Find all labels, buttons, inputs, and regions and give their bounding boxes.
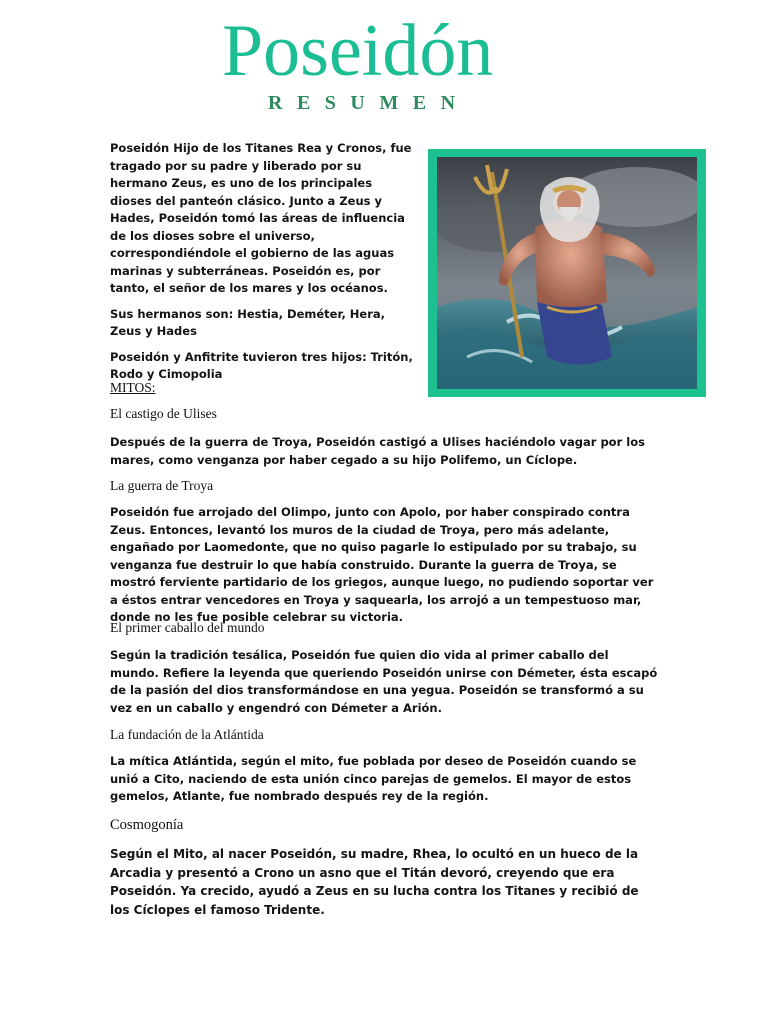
page-subtitle: RESUMEN [268, 92, 470, 114]
intro-block [110, 140, 414, 392]
page-title: Poseidón [222, 10, 494, 92]
myth-text-ulises: Después de la guerra de Troya, Poseidón castigó a Ulises haciéndolo vagar por los mares, como venganza por haber cegado a su hijo Polifemo, un Cíclope. [110, 435, 645, 467]
myth-title-troya: La guerra de Troya [110, 478, 214, 493]
poseidon-illustration [437, 157, 697, 389]
myth-text-cosmogonia: Según el Mito, al nacer Poseidón, su madre, Rhea, lo ocultó en un hueco de la Arcadia y presentó a Crono un asno que el Titán devoró, creyendo que era Poseidón. Ya crecido, ayudó a Zeus en su lucha contra los Titanes y recibió de los Cíclopes el famoso Tridente. [110, 847, 639, 917]
siblings-paragraph: Sus hermanos son: Hestia, Deméter, Hera, Zeus y Hades [110, 306, 386, 338]
myth-title-ulises: El castigo de Ulises [110, 406, 217, 421]
poseidon-image-frame [428, 149, 706, 397]
myth-title-cosmogonia: Cosmogonía [110, 817, 184, 833]
myth-text-atlantida: La mítica Atlántida, según el mito, fue poblada por deseo de Poseidón cuando se unió a Cito, naciendo de esta unión cinco parejas de gemelos. El mayor de estos gemelos, Atlante, fue nombrado después rey de la región. [110, 754, 637, 803]
myth-text-caballo: Según la tradición tesálica, Poseidón fue quien dio vida al primer caballo del mundo. Refiere la leyenda que queriendo Poseidón unirse con Démeter, ésta escapó de la pasión del dios transformándose en una yegua. Poseidón se transformó a su vez en un caballo y engendró con Démeter a Arión. [110, 648, 658, 715]
myth-title-atlantida: La fundación de la Atlántida [110, 727, 264, 742]
children-paragraph: Poseidón y Anfitrite tuvieron tres hijos: Tritón, Rodo y Cimopolia [110, 349, 413, 381]
myth-text-troya: Poseidón fue arrojado del Olimpo, junto con Apolo, por haber conspirado contra Zeus. Entonces, levantó los muros de la ciudad de Troya, pero más adelante, engañado por Laomedonte, que no quiso pagarle lo estipulado por su trabajo, su venganza fue destruir lo que había construido. Durante la guerra de Troya, se mostró ferviente partidario de los griegos, aunque luego, no pudiendo soportar ver a éstos entrar vencedores en Troya y saquearla, los arrojó a un tempestuoso mar, donde no les fue posible celebrar su victoria. [110, 505, 654, 624]
mitos-heading: MITOS: [110, 380, 156, 395]
myth-title-caballo: El primer caballo del mundo [110, 620, 265, 635]
intro-paragraph: Poseidón Hijo de los Titanes Rea y Cronos, fue tragado por su padre y liberado por su hermano Zeus, es uno de los principales dioses del panteón clásico. Junto a Zeus y Hades, Poseidón tomó las áreas de influencia de los dioses sobre el universo, correspondiéndole el gobierno de las aguas marinas y subterráneas. Poseidón es, por tanto, el señor de los mares y los océanos. [110, 141, 412, 295]
